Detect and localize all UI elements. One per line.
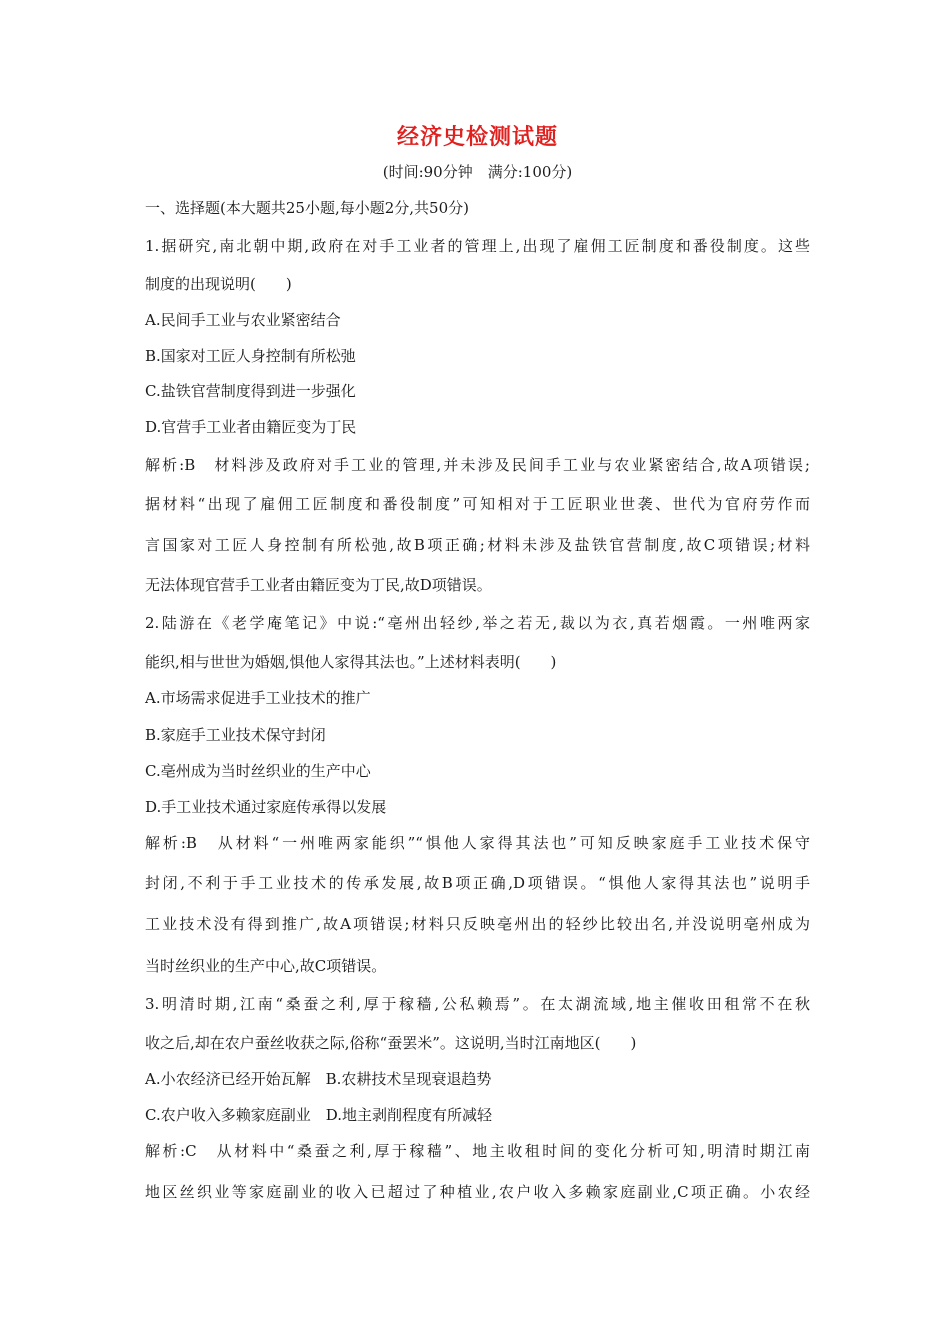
q1-stem-line-2: 制度的出现说明( ) [145, 275, 292, 293]
q1-option-c: C.盐铁官营制度得到进一步强化 [145, 382, 356, 400]
q2-option-c: C.亳州成为当时丝织业的生产中心 [145, 762, 371, 780]
q2-option-d: D.手工业技术通过家庭传承得以发展 [145, 798, 387, 816]
q1-analysis-line-4: 无法体现官营手工业者由籍匠变为丁民,故D项错误。 [145, 576, 492, 594]
q3-options-cd: C.农户收入多赖家庭副业 D.地主剥削程度有所减轻 [145, 1106, 492, 1124]
q1-analysis-line-1: 解析:B 材料涉及政府对手工业的管理,并未涉及民间手工业与农业紧密结合,故A项错误; [145, 456, 810, 474]
q1-stem-line-1: 1.据研究,南北朝中期,政府在对手工业者的管理上,出现了雇佣工匠制度和番役制度。这些 [145, 237, 810, 255]
document-title: 经济史检测试题 [396, 124, 558, 150]
q3-analysis-line-2: 地区丝织业等家庭副业的收入已超过了种植业,农户收入多赖家庭副业,C项正确。小农经 [145, 1183, 810, 1201]
q2-analysis-line-4: 当时丝织业的生产中心,故C项错误。 [145, 957, 387, 975]
q2-stem-line-1: 2.陆游在《老学庵笔记》中说:“亳州出轻纱,举之若无,裁以为衣,真若烟霞。一州唯两家 [145, 614, 810, 632]
q1-option-a: A.民间手工业与农业紧密结合 [145, 311, 341, 329]
q3-stem-line-2: 收之后,却在农户蚕丝收获之际,俗称“蚕罢米”。这说明,当时江南地区( ) [145, 1034, 637, 1052]
q1-analysis-line-3: 言国家对工匠人身控制有所松弛,故B项正确;材料未涉及盐铁官营制度,故C项错误;材料 [145, 536, 810, 554]
q2-option-b: B.家庭手工业技术保守封闭 [145, 726, 326, 744]
exam-meta: (时间:90分钟 满分:100分) [382, 163, 573, 181]
q2-stem-line-2: 能织,相与世世为婚姻,惧他人家得其法也。”上述材料表明( ) [145, 653, 557, 671]
q1-analysis-line-2: 据材料“出现了雇佣工匠制度和番役制度”可知相对于工匠职业世袭、世代为官府劳作而 [145, 495, 810, 513]
section-heading: 一、选择题(本大题共25小题,每小题2分,共50分) [145, 199, 469, 217]
q3-stem-line-1: 3.明清时期,江南“桑蚕之利,厚于稼穑,公私赖焉”。在太湖流域,地主催收田租常不在秋 [145, 995, 810, 1013]
q2-analysis-line-3: 工业技术没有得到推广,故A项错误;材料只反映亳州出的轻纱比较出名,并没说明亳州成为 [145, 915, 810, 933]
q2-option-a: A.市场需求促进手工业技术的推广 [145, 689, 371, 707]
q3-analysis-line-1: 解析:C 从材料中“桑蚕之利,厚于稼穑”、地主收租时间的变化分析可知,明清时期江南 [145, 1142, 810, 1160]
q2-analysis-line-1: 解析:B 从材料“一州唯两家能织”“惧他人家得其法也”可知反映家庭手工业技术保守 [145, 834, 810, 852]
q1-option-b: B.国家对工匠人身控制有所松弛 [145, 347, 356, 365]
q2-analysis-line-2: 封闭,不利于手工业技术的传承发展,故B项正确,D项错误。“惧他人家得其法也”说明手 [145, 874, 810, 892]
q3-options-ab: A.小农经济已经开始瓦解 B.农耕技术呈现衰退趋势 [145, 1070, 492, 1088]
q1-option-d: D.官营手工业者由籍匠变为丁民 [145, 418, 357, 436]
